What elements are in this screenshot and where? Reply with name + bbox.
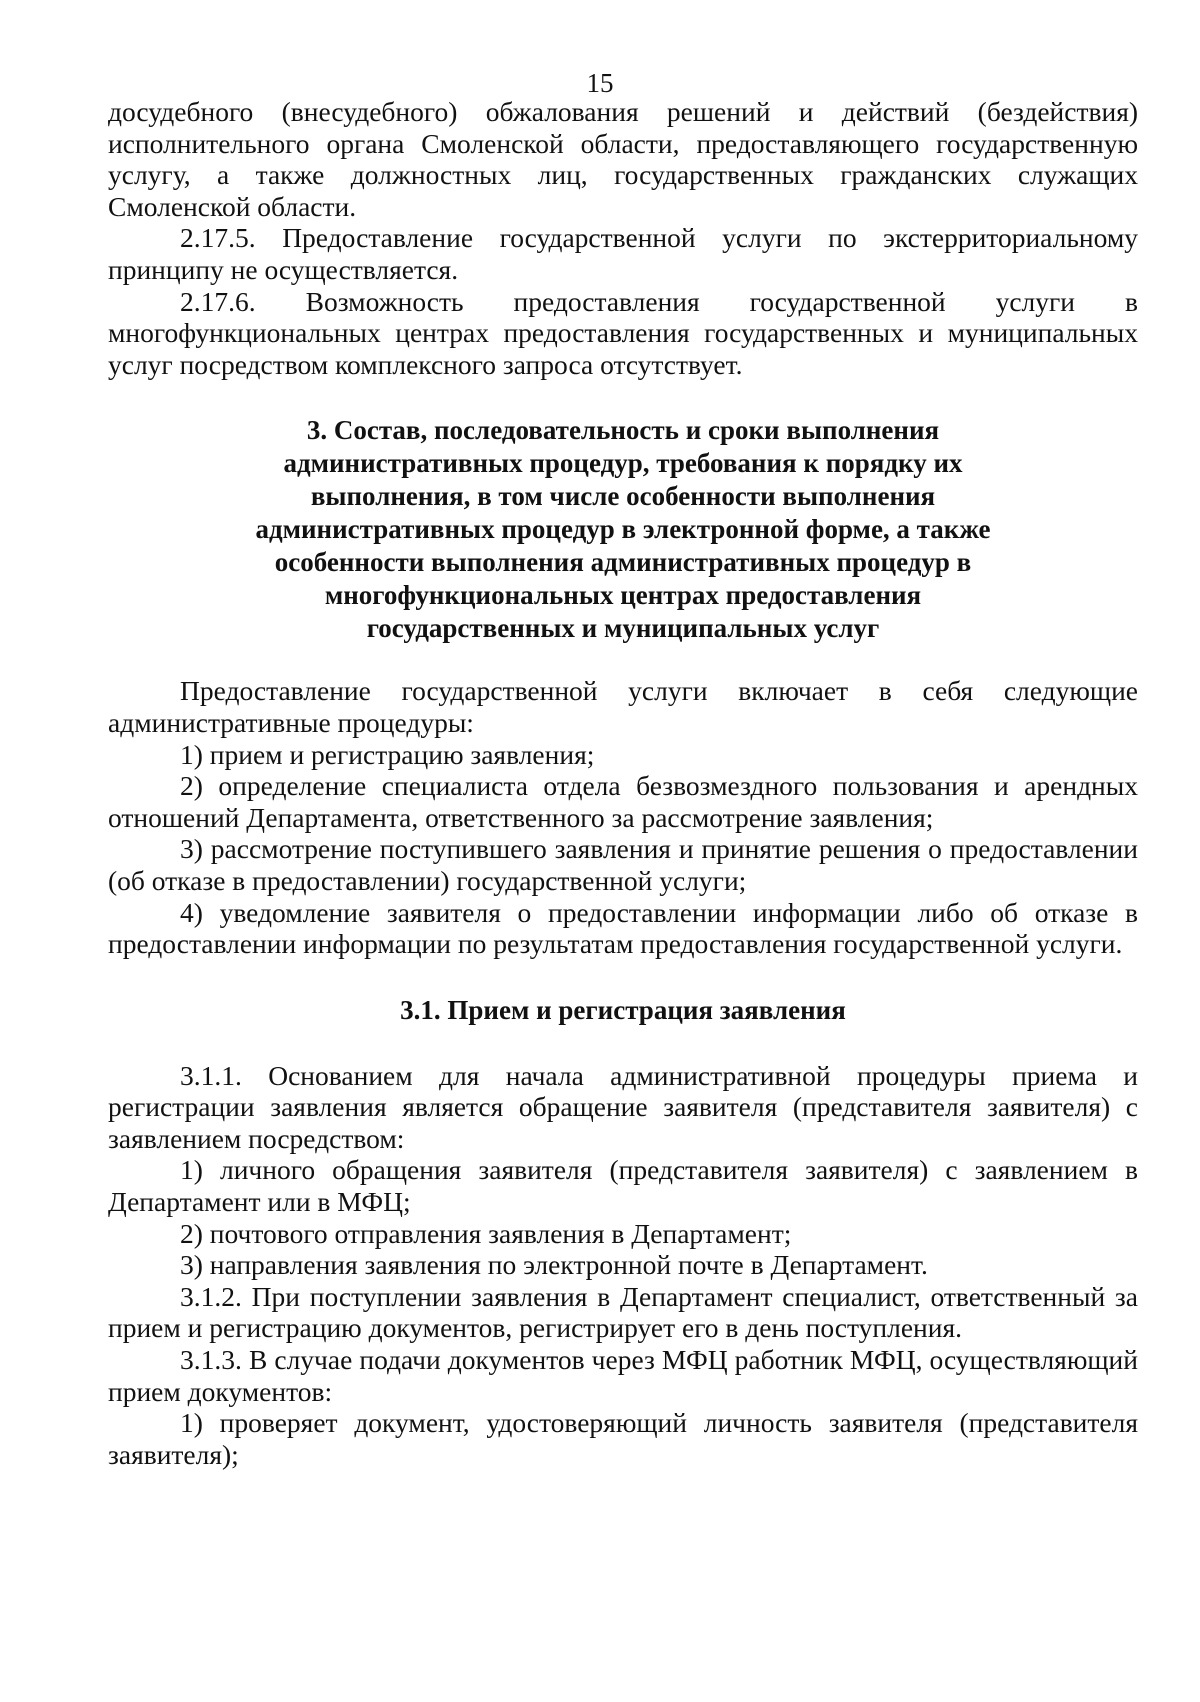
list-item: 2) определение специалиста отдела безвозмездного пользования и арендных отношений Департамента, ответственного за рассмотрение заявления; [108,770,1138,833]
document-body [108,96,1138,1470]
spacer [108,380,1138,414]
page-number: 15 [586,68,614,98]
paragraph: 2.17.5. Предоставление государственной услуги по экстерриториальному принципу не осуществляется. [108,222,1138,285]
paragraph: 3.1.2. При поступлении заявления в Департамент специалист, ответственный за прием и регистрацию документов, регистрирует его в день поступления. [108,1280,1138,1344]
list-item: 1) проверяет документ, удостоверяющий личность заявителя (представителя заявителя); [108,1407,1138,1470]
list-item: 1) личного обращения заявителя (представителя заявителя) с заявлением в Департамент или в МФЦ; [108,1154,1138,1218]
list-item: 2) почтового отправления заявления в Департамент; [180,1217,792,1249]
spacer [108,960,1138,994]
paragraph: 2.17.6. Возможность предоставления государственной услуги в многофункциональных центрах предоставления государственных и муниципальных услуг посредством комплексного запроса отсутствует. [108,285,1138,380]
spacer [108,1026,1138,1060]
list-item: 3) направления заявления по электронной почте в Департамент. [180,1249,928,1281]
list-item: 1) прием и регистрацию заявления; [180,738,595,770]
paragraph: Предоставление государственной услуги включает в себя следующие административные процедуры: [108,675,1138,738]
section-heading: 3. Состав, последовательность и сроки выполнения административных процедур, требования к порядку их выполнения, в том числе особенности выполнения административных процедур в электронной форме, а также особенности выполнения административных процедур в многофункциональных центрах предоставления государственных и муниципальных услуг [255,415,991,644]
paragraph: 3.1.1. Основанием для начала административной процедуры приема и регистрации заявления является обращение заявителя (представителя заявителя) с заявлением посредством: [108,1059,1138,1154]
paragraph: 3.1.3. В случае подачи документов через МФЦ работник МФЦ, осуществляющий прием документов: [108,1344,1138,1407]
list-item: 3) рассмотрение поступившего заявления и принятие решения о предоставлении (об отказе в предоставлении) государственной услуги; [108,833,1138,896]
spacer [108,645,1138,675]
list-item: 4) уведомление заявителя о предоставлении информации либо об отказе в предоставлении информации по результатам предоставления государственной услуги. [108,896,1138,960]
paragraph: досудебного (внесудебного) обжалования решений и действий (бездействия) исполнительного органа Смоленской области, предоставляющего государственную услугу, а также должностных лиц, государственных гражданских служащих Смоленской области. [108,96,1138,222]
subsection-heading: 3.1. Прием и регистрация заявления [400,994,846,1025]
